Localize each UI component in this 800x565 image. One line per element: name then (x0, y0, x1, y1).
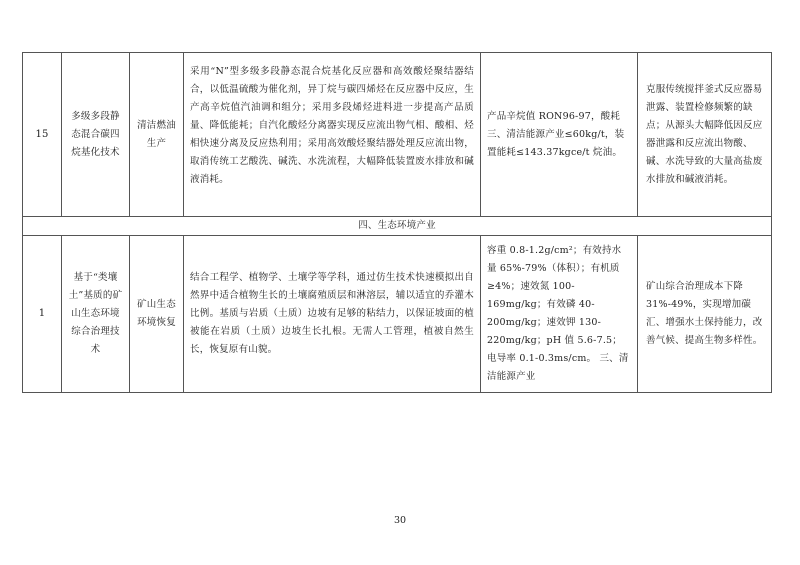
application-field: 清洁燃油生产 (130, 53, 184, 217)
application-field: 矿山生态环境恢复 (130, 236, 184, 393)
technology-name: 基于“类壤土”基质的矿山生态环境综合治理技术 (62, 236, 130, 393)
row-number: 15 (23, 53, 62, 217)
technical-index: 容重 0.8-1.2g/cm²；有效持水量 65%-79%（体积）；有机质≥4%；速效氮 100-169mg/kg；有效磷 40-200mg/kg；速效钾 130-220mg/kg；pH 值 5.6-7.5；电导率 0.1-0.3ms/cm。 三、清洁能源产业 (481, 236, 638, 393)
page-number: 30 (393, 515, 407, 526)
table-row (23, 236, 772, 393)
technology-content: 结合工程学、植物学、土壤学等学科，通过仿生技术快速模拟出自然界中适合植物生长的土壤腐殖质层和淋溶层，辅以适宜的乔灌木比例。基质与岩质（土质）边坡有足够的粘结力，以保证坡面的植被能在岩质（土质）边坡生长扎根。无需人工管理，植被自然生长，恢复原有山貌。 (184, 236, 481, 393)
technology-catalog-table (22, 52, 772, 393)
row-number: 1 (23, 236, 62, 393)
table-row (23, 53, 772, 217)
benefit-description: 矿山综合治理成本下降 31%-49%，实现增加碳汇、增强水土保持能力，改善气候、提高生物多样性。 (638, 236, 772, 393)
section-row (23, 217, 772, 236)
technology-content: 采用“N”型多级多段静态混合烷基化反应器和高效酸烃聚结器结合，以低温硫酸为催化剂，异丁烷与碳四烯烃在反应器中反应，生产高辛烷值汽油调和组分；采用多段烯烃进料进一步提高产品质量、降低能耗；自汽化酸烃分离器实现反应流出物气相、酸相、烃相快速分离及反应热利用；采用高效酸烃聚结器处理反应流出物，取消传统工艺酸洗、碱洗、水洗流程，大幅降低装置废水排放和碱液消耗。 (184, 53, 481, 217)
technology-name: 多级多段静态混合碳四烷基化技术 (62, 53, 130, 217)
benefit-description: 克服传统搅拌釜式反应器易泄露、装置检修频繁的缺点；从源头大幅降低因反应器泄露和反应流出物酸、碱、水洗导致的大量高盐废水排放和碱液消耗。 (638, 53, 772, 217)
technical-index: 产品辛烷值 RON96-97，酸耗三、清洁能源产业≤60kg/t，装置能耗≤143.37kgce/t 烷油。 (481, 53, 638, 217)
section-heading: 四、生态环境产业 (23, 217, 772, 236)
